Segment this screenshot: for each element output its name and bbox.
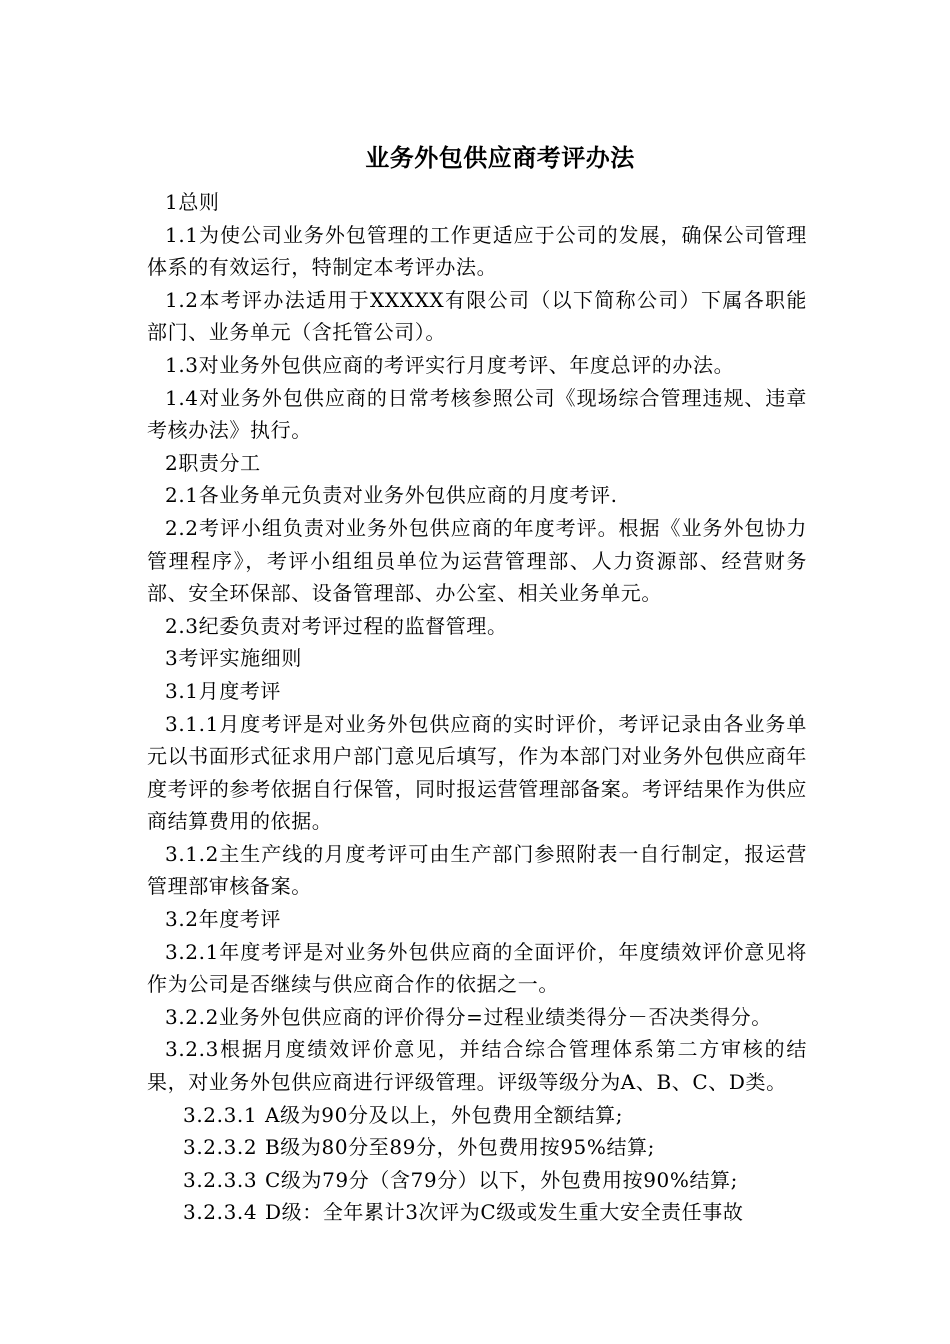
grade-text: A级为90分及以上，外包费用全额结算; xyxy=(265,1102,624,1127)
paragraph-2-1: 2.1各业务单元负责对业务外包供应商的月度考评. xyxy=(165,483,618,508)
grade-item-a xyxy=(147,1099,807,1132)
subsection-heading-annual: 3.2年度考评 xyxy=(165,907,282,932)
paragraph-1-4: 1.4对业务外包供应商的日常考核参照公司《现场综合管理违规、违章考核办法》执行。 xyxy=(147,385,807,443)
paragraph-3-2-2: 3.2.2业务外包供应商的评价得分=过程业绩类得分－否决类得分。 xyxy=(165,1004,772,1029)
paragraph-1-2: 1.2本考评办法适用于XXXXX有限公司（以下简称公司）下属各职能部门、业务单元（含托管公司）。 xyxy=(147,287,807,345)
grade-text: B级为80分至89分，外包费用按95%结算; xyxy=(265,1135,655,1160)
section-heading-general: 1总则 xyxy=(165,190,220,214)
paragraph-1-1: 1.1为使公司业务外包管理的工作更适应于公司的发展，确保公司管理体系的有效运行，特制定本考评办法。 xyxy=(147,222,807,280)
grade-text: C级为79分（含79分）以下，外包费用按90%结算; xyxy=(265,1167,738,1192)
section-heading-responsibilities: 2职责分工 xyxy=(165,450,261,475)
section-heading-evaluation-rules: 3考评实施细则 xyxy=(165,646,302,671)
document-body xyxy=(147,186,807,1229)
grade-number: 3.2.3.3 xyxy=(183,1167,258,1192)
paragraph-3-2-1: 3.2.1年度考评是对业务外包供应商的全面评价，年度绩效评价意见将作为公司是否继续与供应商合作的依据之一。 xyxy=(147,939,807,997)
grade-item-d xyxy=(147,1196,807,1229)
grade-item-b xyxy=(147,1131,807,1164)
paragraph-3-1-1: 3.1.1月度考评是对业务外包供应商的实时评价，考评记录由各业务单元以书面形式征求用户部门意见后填写，作为本部门对业务外包供应商年度考评的参考依据自行保管，同时报运营管理部备案。考评结果作为供应商结算费用的依据。 xyxy=(147,711,807,834)
paragraph-1-3: 1.3对业务外包供应商的考评实行月度考评、年度总评的办法。 xyxy=(165,352,735,377)
subsection-heading-monthly: 3.1月度考评 xyxy=(165,678,282,703)
grade-number: 3.2.3.1 xyxy=(183,1102,258,1127)
grade-item-c xyxy=(147,1164,807,1197)
paragraph-2-3: 2.3纪委负责对考评过程的监督管理。 xyxy=(165,613,508,638)
grade-number: 3.2.3.2 xyxy=(183,1135,258,1160)
paragraph-3-2-3: 3.2.3根据月度绩效评价意见，并结合综合管理体系第二方审核的结果，对业务外包供应商进行评级管理。评级等级分为A、B、C、D类。 xyxy=(147,1037,807,1095)
grade-number: 3.2.3.4 xyxy=(183,1200,258,1225)
paragraph-2-2: 2.2考评小组负责对业务外包供应商的年度考评。根据《业务外包协力管理程序》，考评小组组员单位为运营管理部、人力资源部、经营财务部、安全环保部、设备管理部、办公室、相关业务单元。 xyxy=(147,515,807,606)
paragraph-3-1-2: 3.1.2主生产线的月度考评可由生产部门参照附表一自行制定，报运营管理部审核备案。 xyxy=(147,841,807,899)
grade-text: D级：全年累计3次评为C级或发生重大安全责任事故 xyxy=(265,1200,744,1225)
page-title: 业务外包供应商考评办法 xyxy=(365,144,635,172)
